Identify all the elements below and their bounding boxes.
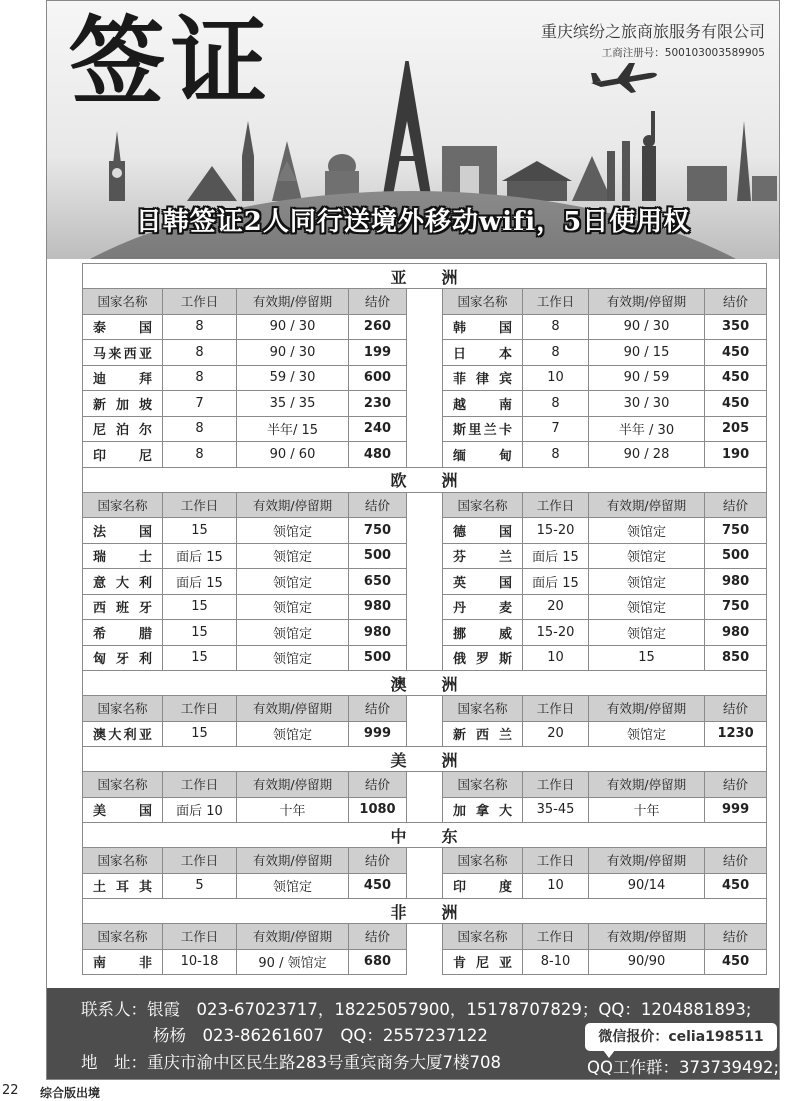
price: 850 bbox=[705, 645, 767, 671]
country-name: 德国 bbox=[443, 518, 523, 544]
country-name: 匈牙利 bbox=[83, 645, 163, 671]
validity-stay: 半年/ 15 bbox=[237, 416, 349, 442]
validity-stay: 半年 / 30 bbox=[589, 416, 705, 442]
column-header: 工作日 bbox=[163, 848, 237, 874]
working-days: 8 bbox=[523, 442, 589, 468]
column-header: 国家名称 bbox=[443, 772, 523, 798]
price: 980 bbox=[349, 620, 407, 646]
column-header: 国家名称 bbox=[443, 848, 523, 874]
table-header-row bbox=[83, 696, 767, 722]
country-name: 挪威 bbox=[443, 620, 523, 646]
price: 1230 bbox=[705, 721, 767, 747]
column-header: 工作日 bbox=[163, 492, 237, 518]
validity-stay: 领馆定 bbox=[589, 569, 705, 595]
validity-stay: 领馆定 bbox=[589, 594, 705, 620]
price: 999 bbox=[349, 721, 407, 747]
column-header: 工作日 bbox=[523, 848, 589, 874]
table-header-row bbox=[83, 492, 767, 518]
country-name: 尼泊尔 bbox=[83, 416, 163, 442]
validity-stay: 领馆定 bbox=[237, 721, 349, 747]
validity-stay: 领馆定 bbox=[237, 543, 349, 569]
country-name: 法国 bbox=[83, 518, 163, 544]
region-title: 美 洲 bbox=[83, 747, 767, 772]
working-days: 8 bbox=[163, 340, 237, 366]
working-days: 15-20 bbox=[523, 620, 589, 646]
validity-stay: 领馆定 bbox=[589, 620, 705, 646]
visa-price-table bbox=[82, 263, 767, 975]
column-header: 有效期/停留期 bbox=[237, 924, 349, 950]
working-days: 8 bbox=[163, 442, 237, 468]
price: 190 bbox=[705, 442, 767, 468]
validity-stay: 35 / 35 bbox=[237, 391, 349, 417]
column-header: 结价 bbox=[349, 848, 407, 874]
country-name: 新加坡 bbox=[83, 391, 163, 417]
column-header: 有效期/停留期 bbox=[589, 848, 705, 874]
country-name: 丹麦 bbox=[443, 594, 523, 620]
column-header: 工作日 bbox=[163, 924, 237, 950]
price: 500 bbox=[349, 645, 407, 671]
price: 480 bbox=[349, 442, 407, 468]
column-gap bbox=[407, 492, 443, 671]
column-header: 结价 bbox=[705, 492, 767, 518]
column-header: 结价 bbox=[349, 772, 407, 798]
working-days: 8 bbox=[523, 391, 589, 417]
country-name: 意大利 bbox=[83, 569, 163, 595]
country-name: 澳大利亚 bbox=[83, 721, 163, 747]
visa-price-tables bbox=[82, 263, 766, 975]
validity-stay: 15 bbox=[589, 645, 705, 671]
price: 750 bbox=[349, 518, 407, 544]
country-name: 韩国 bbox=[443, 314, 523, 340]
column-header: 有效期/停留期 bbox=[589, 772, 705, 798]
column-header: 工作日 bbox=[523, 289, 589, 315]
price: 230 bbox=[349, 391, 407, 417]
country-name: 印度 bbox=[443, 873, 523, 899]
address-line: 地 址：重庆市渝中区民生路283号重宾商务大厦7楼708 bbox=[81, 1053, 501, 1072]
region-title-row bbox=[83, 823, 767, 848]
column-header: 有效期/停留期 bbox=[589, 924, 705, 950]
country-name: 西班牙 bbox=[83, 594, 163, 620]
price: 980 bbox=[705, 620, 767, 646]
contact-footer bbox=[47, 988, 779, 1080]
page-title: 签证 bbox=[69, 5, 273, 118]
price: 1080 bbox=[349, 797, 407, 823]
column-header: 国家名称 bbox=[83, 696, 163, 722]
country-name: 南非 bbox=[83, 949, 163, 975]
country-name: 迪拜 bbox=[83, 365, 163, 391]
validity-stay: 领馆定 bbox=[237, 873, 349, 899]
column-header: 国家名称 bbox=[443, 924, 523, 950]
column-header: 国家名称 bbox=[83, 289, 163, 315]
price: 500 bbox=[705, 543, 767, 569]
validity-stay: 59 / 30 bbox=[237, 365, 349, 391]
table-header-row bbox=[83, 924, 767, 950]
validity-stay: 领馆定 bbox=[237, 518, 349, 544]
column-header: 结价 bbox=[705, 848, 767, 874]
column-header: 工作日 bbox=[163, 696, 237, 722]
page-number: 22 bbox=[2, 1083, 19, 1098]
company-info bbox=[541, 19, 765, 60]
column-header: 工作日 bbox=[523, 696, 589, 722]
country-name: 新西兰 bbox=[443, 721, 523, 747]
price: 680 bbox=[349, 949, 407, 975]
column-header: 结价 bbox=[349, 924, 407, 950]
country-name: 加拿大 bbox=[443, 797, 523, 823]
column-gap bbox=[407, 924, 443, 975]
validity-stay: 十年 bbox=[237, 797, 349, 823]
validity-stay: 领馆定 bbox=[589, 543, 705, 569]
working-days: 15-20 bbox=[523, 518, 589, 544]
country-name: 俄罗斯 bbox=[443, 645, 523, 671]
price: 650 bbox=[349, 569, 407, 595]
column-header: 结价 bbox=[705, 772, 767, 798]
validity-stay: 90 / 59 bbox=[589, 365, 705, 391]
column-header: 有效期/停留期 bbox=[589, 289, 705, 315]
country-name: 印尼 bbox=[83, 442, 163, 468]
working-days: 8-10 bbox=[523, 949, 589, 975]
region-title-row bbox=[83, 467, 767, 492]
working-days: 10 bbox=[523, 873, 589, 899]
validity-stay: 90 / 30 bbox=[237, 314, 349, 340]
column-header: 有效期/停留期 bbox=[589, 696, 705, 722]
promo-slogan: 日韩签证2人同行送境外移动wifi，5日使用权 bbox=[135, 207, 691, 237]
qq-group: QQ工作群：373739492; bbox=[587, 1058, 780, 1077]
column-header: 有效期/停留期 bbox=[237, 772, 349, 798]
country-name: 土耳其 bbox=[83, 873, 163, 899]
validity-stay: 领馆定 bbox=[237, 594, 349, 620]
working-days: 10 bbox=[523, 645, 589, 671]
working-days: 面后 15 bbox=[163, 543, 237, 569]
working-days: 5 bbox=[163, 873, 237, 899]
column-header: 国家名称 bbox=[443, 289, 523, 315]
column-header: 国家名称 bbox=[83, 924, 163, 950]
country-name: 菲律宾 bbox=[443, 365, 523, 391]
price: 999 bbox=[705, 797, 767, 823]
region-title-row bbox=[83, 264, 767, 289]
price: 240 bbox=[349, 416, 407, 442]
country-name: 希腊 bbox=[83, 620, 163, 646]
column-header: 工作日 bbox=[163, 772, 237, 798]
validity-stay: 90 / 30 bbox=[237, 340, 349, 366]
working-days: 面后 15 bbox=[523, 569, 589, 595]
country-name: 泰国 bbox=[83, 314, 163, 340]
column-header: 工作日 bbox=[523, 924, 589, 950]
price: 750 bbox=[705, 518, 767, 544]
validity-stay: 90 / 60 bbox=[237, 442, 349, 468]
region-title: 欧 洲 bbox=[83, 467, 767, 492]
country-name: 芬兰 bbox=[443, 543, 523, 569]
country-name: 英国 bbox=[443, 569, 523, 595]
price: 260 bbox=[349, 314, 407, 340]
region-title-row bbox=[83, 671, 767, 696]
column-header: 有效期/停留期 bbox=[237, 492, 349, 518]
price: 205 bbox=[705, 416, 767, 442]
price: 500 bbox=[349, 543, 407, 569]
column-header: 结价 bbox=[705, 289, 767, 315]
price: 980 bbox=[349, 594, 407, 620]
banner bbox=[47, 1, 779, 259]
column-header: 国家名称 bbox=[83, 492, 163, 518]
column-header: 有效期/停留期 bbox=[237, 848, 349, 874]
validity-stay: 90 / 15 bbox=[589, 340, 705, 366]
working-days: 15 bbox=[163, 645, 237, 671]
validity-stay: 90/14 bbox=[589, 873, 705, 899]
working-days: 8 bbox=[163, 416, 237, 442]
airplane-icon bbox=[589, 61, 659, 95]
table-header-row bbox=[83, 848, 767, 874]
column-header: 国家名称 bbox=[443, 492, 523, 518]
column-header: 工作日 bbox=[523, 492, 589, 518]
price: 199 bbox=[349, 340, 407, 366]
validity-stay: 90 / 28 bbox=[589, 442, 705, 468]
region-title: 亚 洲 bbox=[83, 264, 767, 289]
working-days: 15 bbox=[163, 620, 237, 646]
price: 350 bbox=[705, 314, 767, 340]
contact-line-1: 联系人：银霞 023-67023717，18225057900，15178707829；QQ：1204881893; bbox=[81, 1000, 752, 1019]
working-days: 20 bbox=[523, 721, 589, 747]
working-days: 面后 15 bbox=[523, 543, 589, 569]
working-days: 10 bbox=[523, 365, 589, 391]
price: 600 bbox=[349, 365, 407, 391]
working-days: 15 bbox=[163, 518, 237, 544]
validity-stay: 领馆定 bbox=[589, 721, 705, 747]
column-header: 结价 bbox=[705, 696, 767, 722]
column-header: 有效期/停留期 bbox=[589, 492, 705, 518]
working-days: 8 bbox=[163, 365, 237, 391]
validity-stay: 90/90 bbox=[589, 949, 705, 975]
country-name: 斯里兰卡 bbox=[443, 416, 523, 442]
working-days: 面后 15 bbox=[163, 569, 237, 595]
country-name: 越南 bbox=[443, 391, 523, 417]
region-title: 非 洲 bbox=[83, 899, 767, 924]
column-header: 结价 bbox=[349, 696, 407, 722]
visa-page bbox=[46, 0, 780, 1080]
country-name: 瑞士 bbox=[83, 543, 163, 569]
table-header-row bbox=[83, 772, 767, 798]
price: 450 bbox=[705, 391, 767, 417]
validity-stay: 30 / 30 bbox=[589, 391, 705, 417]
country-name: 美国 bbox=[83, 797, 163, 823]
validity-stay: 领馆定 bbox=[589, 518, 705, 544]
working-days: 7 bbox=[163, 391, 237, 417]
price: 450 bbox=[705, 949, 767, 975]
column-header: 结价 bbox=[349, 289, 407, 315]
registration-number: 工商注册号：500103003589905 bbox=[601, 47, 765, 59]
validity-stay: 领馆定 bbox=[237, 645, 349, 671]
region-title: 中 东 bbox=[83, 823, 767, 848]
country-name: 缅甸 bbox=[443, 442, 523, 468]
column-header: 结价 bbox=[705, 924, 767, 950]
working-days: 面后 10 bbox=[163, 797, 237, 823]
column-header: 有效期/停留期 bbox=[237, 289, 349, 315]
working-days: 35-45 bbox=[523, 797, 589, 823]
working-days: 8 bbox=[523, 314, 589, 340]
column-header: 国家名称 bbox=[83, 848, 163, 874]
table-header-row bbox=[83, 289, 767, 315]
working-days: 8 bbox=[163, 314, 237, 340]
validity-stay: 领馆定 bbox=[237, 569, 349, 595]
contact-line-2: 杨杨 023-86261607 QQ：2557237122 bbox=[153, 1026, 488, 1045]
working-days: 8 bbox=[523, 340, 589, 366]
price: 450 bbox=[349, 873, 407, 899]
column-gap bbox=[407, 696, 443, 747]
price: 750 bbox=[705, 594, 767, 620]
column-header: 结价 bbox=[349, 492, 407, 518]
working-days: 20 bbox=[523, 594, 589, 620]
validity-stay: 90 / 领馆定 bbox=[237, 949, 349, 975]
column-header: 工作日 bbox=[523, 772, 589, 798]
working-days: 7 bbox=[523, 416, 589, 442]
column-header: 工作日 bbox=[163, 289, 237, 315]
column-header: 国家名称 bbox=[443, 696, 523, 722]
column-gap bbox=[407, 772, 443, 823]
validity-stay: 领馆定 bbox=[237, 620, 349, 646]
column-gap bbox=[407, 848, 443, 899]
column-gap bbox=[407, 289, 443, 468]
price: 450 bbox=[705, 873, 767, 899]
validity-stay: 90 / 30 bbox=[589, 314, 705, 340]
country-name: 马来西亚 bbox=[83, 340, 163, 366]
price: 450 bbox=[705, 365, 767, 391]
region-title-row bbox=[83, 747, 767, 772]
section-name: 综合版出境 bbox=[40, 1086, 101, 1100]
working-days: 10-18 bbox=[163, 949, 237, 975]
region-title-row bbox=[83, 899, 767, 924]
country-name: 日本 bbox=[443, 340, 523, 366]
region-title: 澳 洲 bbox=[83, 671, 767, 696]
country-name: 肯尼亚 bbox=[443, 949, 523, 975]
working-days: 15 bbox=[163, 721, 237, 747]
column-header: 国家名称 bbox=[83, 772, 163, 798]
price: 450 bbox=[705, 340, 767, 366]
wechat-badge: 微信报价：celia198511 bbox=[585, 1023, 777, 1051]
column-header: 有效期/停留期 bbox=[237, 696, 349, 722]
company-name: 重庆缤纷之旅商旅服务有限公司 bbox=[540, 22, 765, 41]
validity-stay: 十年 bbox=[589, 797, 705, 823]
price: 980 bbox=[705, 569, 767, 595]
working-days: 15 bbox=[163, 594, 237, 620]
